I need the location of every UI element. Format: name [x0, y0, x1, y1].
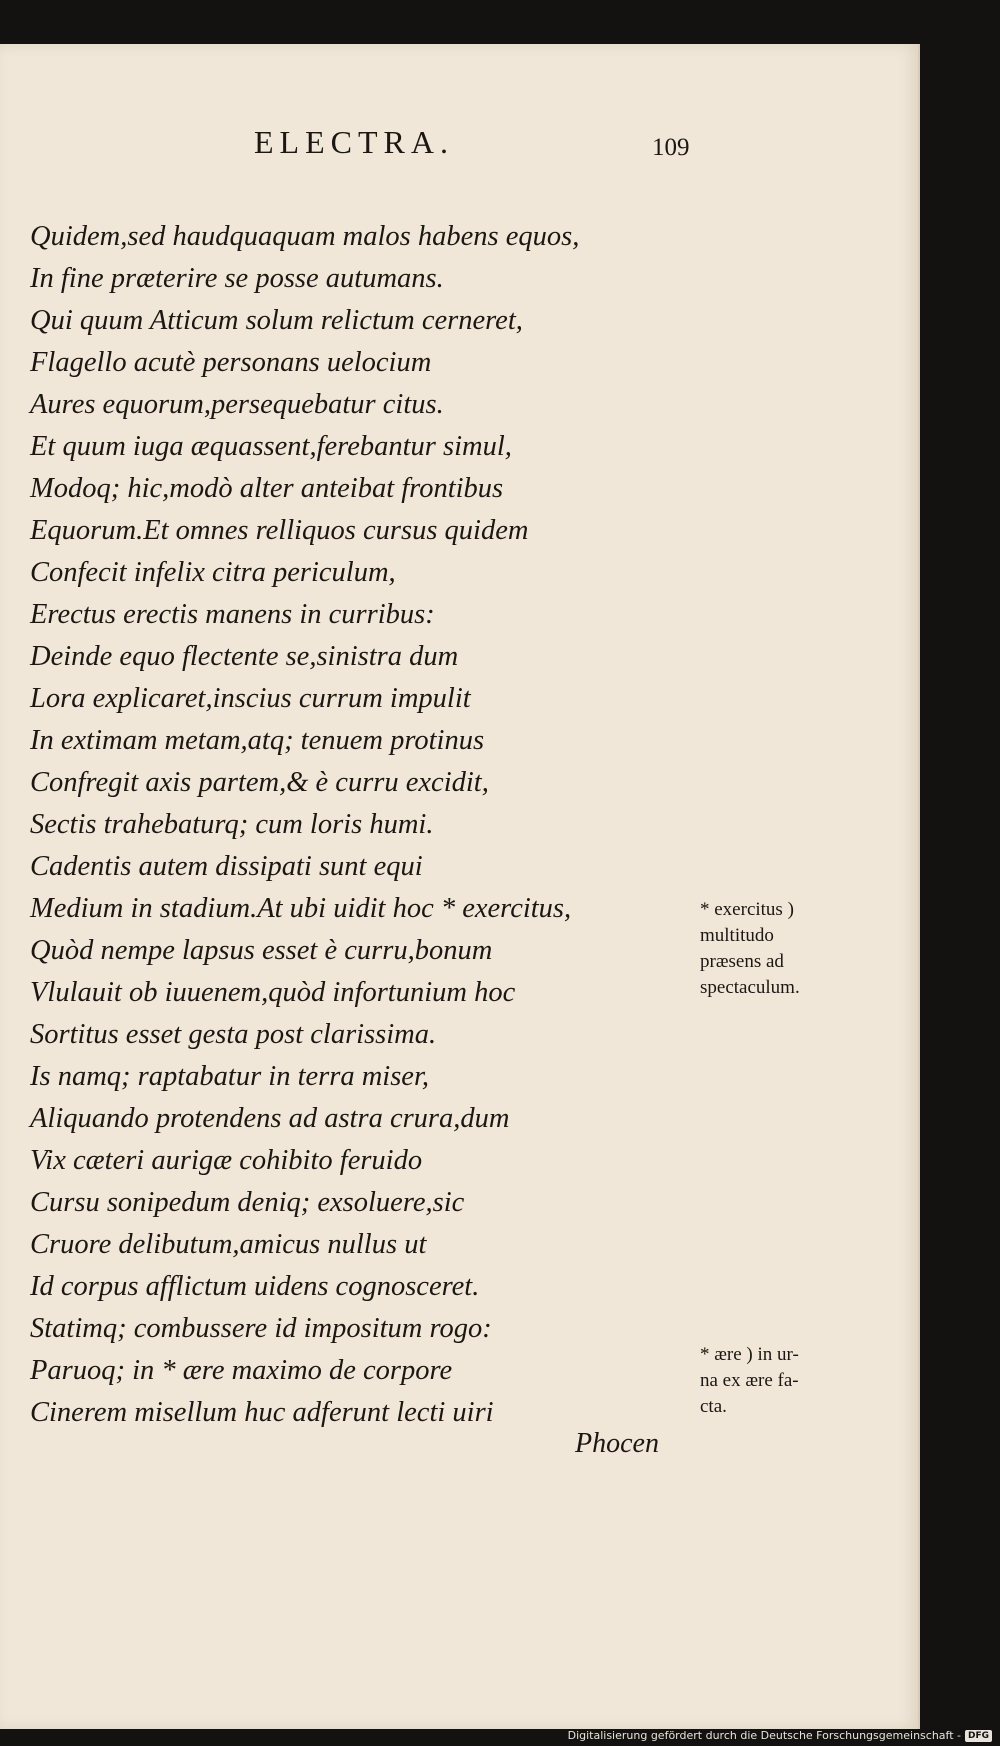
- catchword: Phocen: [575, 1428, 659, 1459]
- verse-line: In fine præterire se posse autumans.: [30, 263, 444, 294]
- verse-line: Confecit infelix citra periculum,: [30, 557, 396, 588]
- verse-line: Vix cæteri aurigæ cohibito feruido: [30, 1145, 423, 1176]
- verse-line: Erectus erectis manens in curribus:: [30, 599, 435, 630]
- dfg-logo-icon: DFG: [965, 1730, 992, 1742]
- digitization-footer: [568, 1729, 992, 1742]
- verse-line: Cursu sonipedum deniq; exsoluere,sic: [30, 1187, 465, 1218]
- verse-line: Sectis trahebaturq; cum loris humi.: [30, 809, 434, 840]
- margin-note-exercitus: * exercitus ) multitudo præsens ad spectaculum.: [700, 899, 800, 998]
- verse-line: Equorum.Et omnes relliquos cursus quidem: [30, 515, 529, 546]
- footer-text: Digitalisierung gefördert durch die Deutsche Forschungsgemeinschaft -: [567, 1729, 961, 1742]
- verse-line: Id corpus afflictum uidens cognosceret.: [30, 1271, 480, 1302]
- verse-line: Cadentis autem dissipati sunt equi: [30, 851, 423, 882]
- verse-line: Is namq; raptabatur in terra miser,: [30, 1061, 430, 1092]
- verse-line: Cinerem misellum huc adferunt lecti uiri: [30, 1397, 494, 1428]
- verse-line: Qui quum Atticum solum relictum cerneret,: [30, 305, 523, 336]
- verse-line: Aliquando protendens ad astra crura,dum: [30, 1103, 510, 1134]
- verse-line: In extimam metam,atq; tenuem protinus: [30, 725, 485, 756]
- verse-line: Medium in stadium.At ubi uidit hoc * exercitus,: [30, 893, 572, 924]
- verse-line: Flagello acutè personans uelocium: [30, 347, 432, 378]
- verse-line: Sortitus esset gesta post clarissima.: [30, 1019, 437, 1050]
- book-page: [0, 44, 920, 1729]
- verse-line: Et quum iuga æquassent,ferebantur simul,: [30, 431, 512, 462]
- margin-note-aere: * ære ) in ur- na ex ære fa- cta.: [700, 1344, 799, 1417]
- verse-line: Vlulauit ob iuuenem,quòd infortunium hoc: [30, 977, 516, 1008]
- verse-line: Statimq; combussere id impositum rogo:: [30, 1313, 492, 1344]
- verse-line: Quidem,sed haudquaquam malos habens equos,: [30, 221, 580, 252]
- verse-text: [30, 216, 579, 1434]
- running-head: ELECTRA.: [254, 124, 454, 160]
- verse-line: Deinde equo flectente se,sinistra dum: [30, 641, 459, 672]
- verse-line: Confregit axis partem,& è curru excidit,: [30, 767, 489, 798]
- verse-line: Paruoq; in * ære maximo de corpore: [30, 1355, 453, 1386]
- verse-line: Quòd nempe lapsus esset è curru,bonum: [30, 935, 493, 966]
- verse-line: Modoq; hic,modò alter anteibat frontibus: [30, 473, 504, 504]
- verse-line: Lora explicaret,inscius currum impulit: [30, 683, 471, 714]
- verse-line: Cruore delibutum,amicus nullus ut: [30, 1229, 427, 1260]
- page-number: 109: [652, 134, 690, 161]
- verse-line: Aures equorum,persequebatur citus.: [30, 389, 444, 420]
